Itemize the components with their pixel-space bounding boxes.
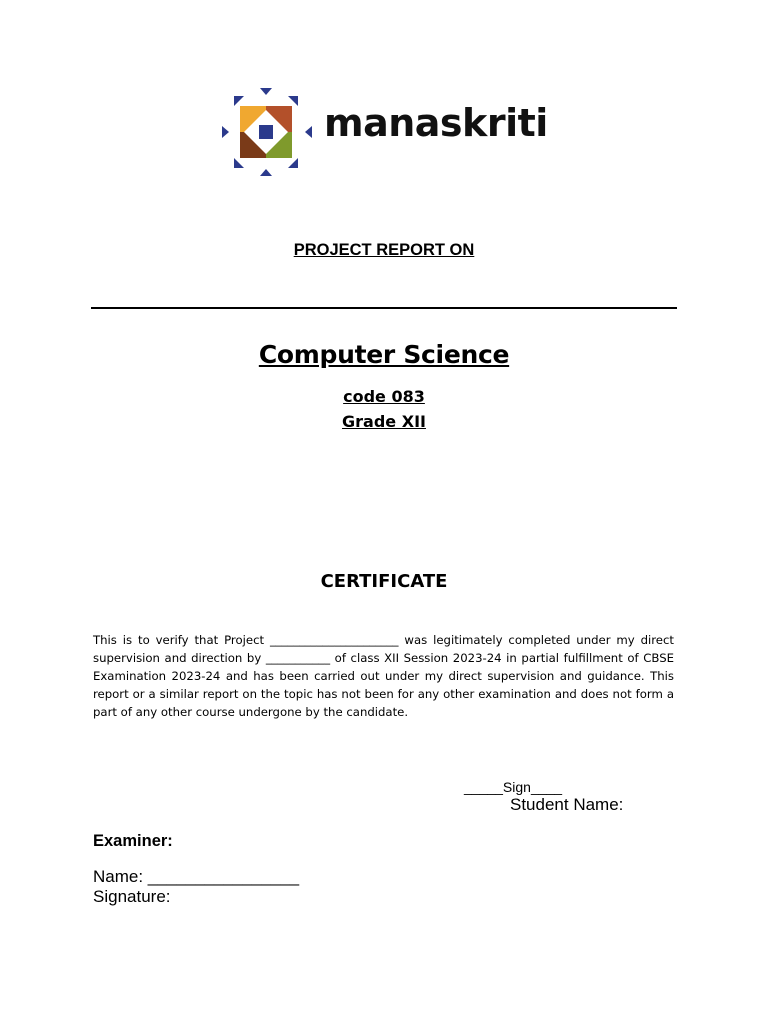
subject-title: Computer Science <box>258 340 510 369</box>
grade-label: Grade XII <box>342 412 426 431</box>
examiner-name-line: Name: ________________ <box>93 867 300 886</box>
manaskriti-logo <box>220 86 550 178</box>
logo-mark-icon <box>220 86 316 178</box>
horizontal-rule <box>91 307 677 309</box>
subject-code: code 083 <box>343 387 425 406</box>
examiner-signature-label: Signature: <box>93 887 171 906</box>
student-name-label: Student Name: <box>510 795 624 814</box>
logo-wordmark: manaskriti <box>324 101 548 145</box>
report-heading: PROJECT REPORT ON <box>293 241 475 259</box>
certificate-body: This is to verify that Project ______________________ was legitimately completed under my direct supervision and direction by ___________ of class XII Session 2023-24 in partial fulfillment of CBSE Examination 2023-24 and has been carried out under my direct supervision and guidance. This report or a similar report on the topic has not been for any other examination and does not form a part of any other course undergone by the candidate. <box>93 633 674 719</box>
student-sign-line: _____Sign____ <box>464 779 563 795</box>
examiner-heading: Examiner: <box>93 832 173 850</box>
certificate-title: CERTIFICATE <box>320 571 448 592</box>
